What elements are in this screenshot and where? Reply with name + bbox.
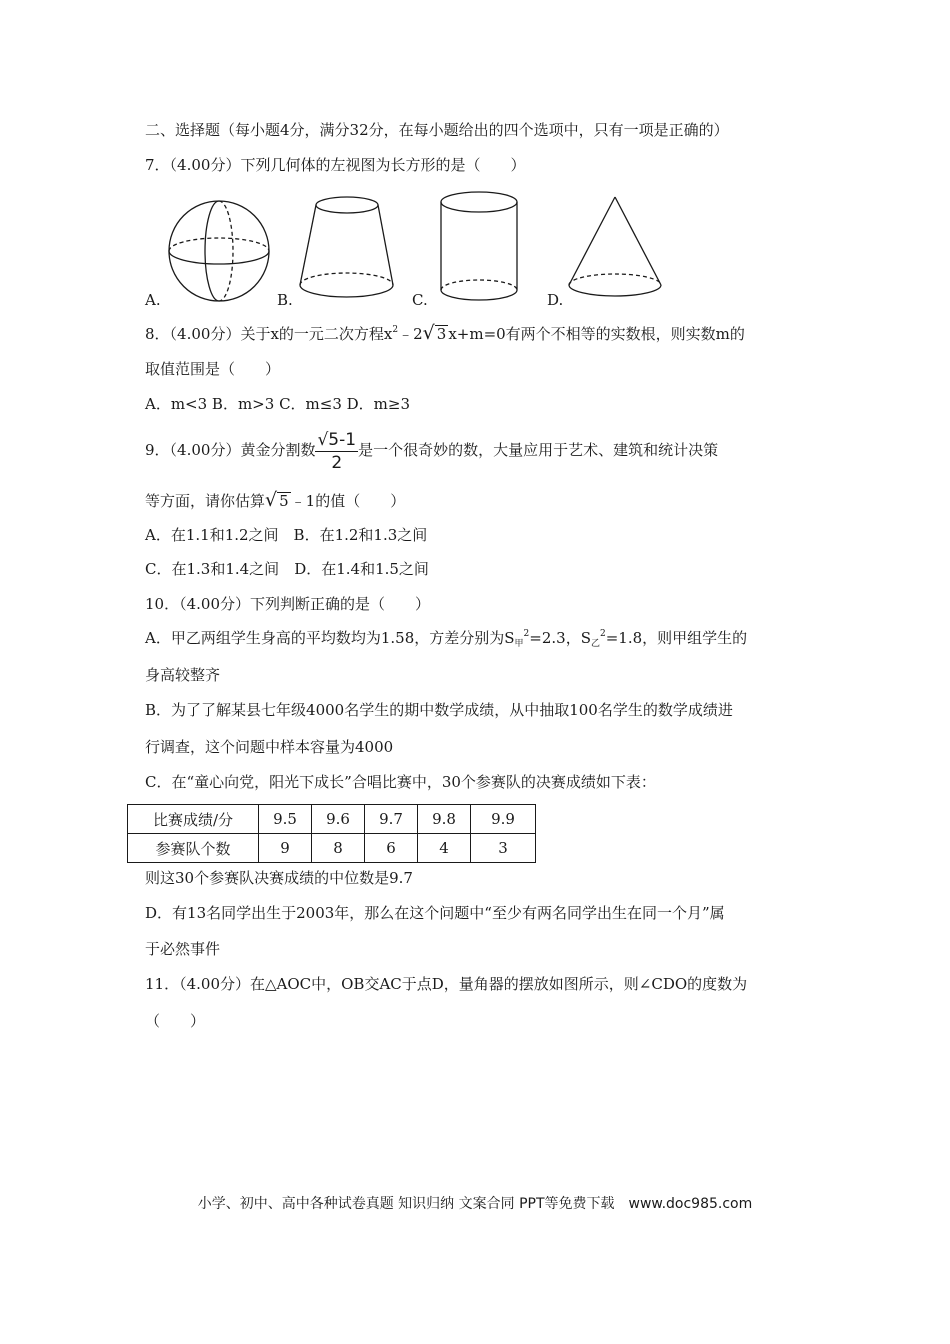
- table-row: [128, 805, 536, 834]
- question-9-options-ab: A．在1.1和1.2之间 B．在1.2和1.3之间: [145, 526, 428, 544]
- question-10-option-c-line2: 则这30个参赛队决赛成绩的中位数是9.7: [145, 869, 413, 887]
- table-header-cell: 参赛队个数: [128, 834, 259, 863]
- question-10-option-a-line2: 身高较整齐: [145, 666, 221, 684]
- question-11-line2: （ ）: [145, 1012, 206, 1030]
- question-8-line2: 取值范围是（ ）: [145, 360, 281, 378]
- question-10-option-c: C．在“童心向党，阳光下成长”合唱比赛中，30个参赛队的决赛成绩如下表：: [145, 773, 656, 791]
- q7-option-a-label: A.: [145, 291, 161, 309]
- table-row: [128, 834, 536, 863]
- table-cell: 6: [365, 834, 418, 863]
- table-cell: 9.8: [418, 805, 471, 834]
- question-10-option-d-line2: 于必然事件: [145, 940, 221, 958]
- golden-ratio-fraction: $\frac{√5-1}{2}$: [317, 429, 357, 473]
- q7-option-b-label: B.: [277, 291, 293, 309]
- section-heading: 二、选择题（每小题4分，满分32分，在每小题给出的四个选项中，只有一项是正确的）: [145, 121, 729, 139]
- q7-option-d-label: D.: [547, 291, 564, 309]
- score-table: [127, 804, 536, 863]
- table-cell: 3: [471, 834, 536, 863]
- q7-figures: [0, 185, 950, 345]
- question-9-options-cd: C．在1.3和1.4之间 D．在1.4和1.5之间: [145, 560, 429, 578]
- question-7-stem: 7．（4.00分）下列几何体的左视图为长方形的是（ ）: [145, 156, 526, 174]
- question-10-option-a: A．甲乙两组学生身高的平均数均为1.58，方差分别为$S_甲^2=2.3$，$S_乙^2=1.8$，则甲组学生的: [145, 629, 748, 649]
- question-10-option-b: B．为了了解某县七年级4000名学生的期中数学成绩，从中抽取100名学生的数学成绩进: [145, 701, 733, 719]
- question-11-stem: 11．（4.00分）在△AOC中，OB交AC于点D，量角器的摆放如图所示，则∠CDO的度数为: [145, 975, 748, 993]
- question-9-line2: 等方面，请你估算√ 5 ﹣1的值（ ）: [145, 489, 406, 511]
- page-footer: 小学、初中、高中各种试卷真题 知识归纳 文案合同 PPT等免费下载 www.doc985.com: [197, 1196, 753, 1212]
- table-cell: 9: [259, 834, 312, 863]
- question-8-stem: 8．（4.00分）关于x的一元二次方程$x^2﹣2√$ 3 x+m=0有两个不相等的实数根，则实数m的: [145, 322, 745, 344]
- question-9-stem: 9．（4.00分）黄金分割数 $\frac{√5-1}{2}$ 是一个很奇妙的数，大量应用于艺术、建筑和统计决策: [145, 429, 719, 473]
- cone-figure: [569, 197, 661, 296]
- table-cell: 9.9: [471, 805, 536, 834]
- question-10-stem: 10．（4.00分）下列判断正确的是（ ）: [145, 595, 430, 613]
- table-cell: 9.5: [259, 805, 312, 834]
- table-cell: 4: [418, 834, 471, 863]
- table-cell: 9.7: [365, 805, 418, 834]
- table-cell: 9.6: [312, 805, 365, 834]
- q7-option-c-label: C.: [412, 291, 428, 309]
- table-cell: 8: [312, 834, 365, 863]
- question-8-options: A．m<3 B．m>3 C．m≤3 D．m≥3: [145, 395, 411, 413]
- table-header-cell: 比赛成绩/分: [128, 805, 259, 834]
- question-10-option-d: D．有13名同学出生于2003年，那么在这个问题中“至少有两名同学出生在同一个月”属: [145, 904, 725, 922]
- sphere-figure: [169, 201, 269, 301]
- cylinder-figure: [441, 192, 517, 300]
- frustum-figure: [300, 197, 393, 297]
- question-10-option-b-line2: 行调查，这个问题中样本容量为4000: [145, 738, 394, 756]
